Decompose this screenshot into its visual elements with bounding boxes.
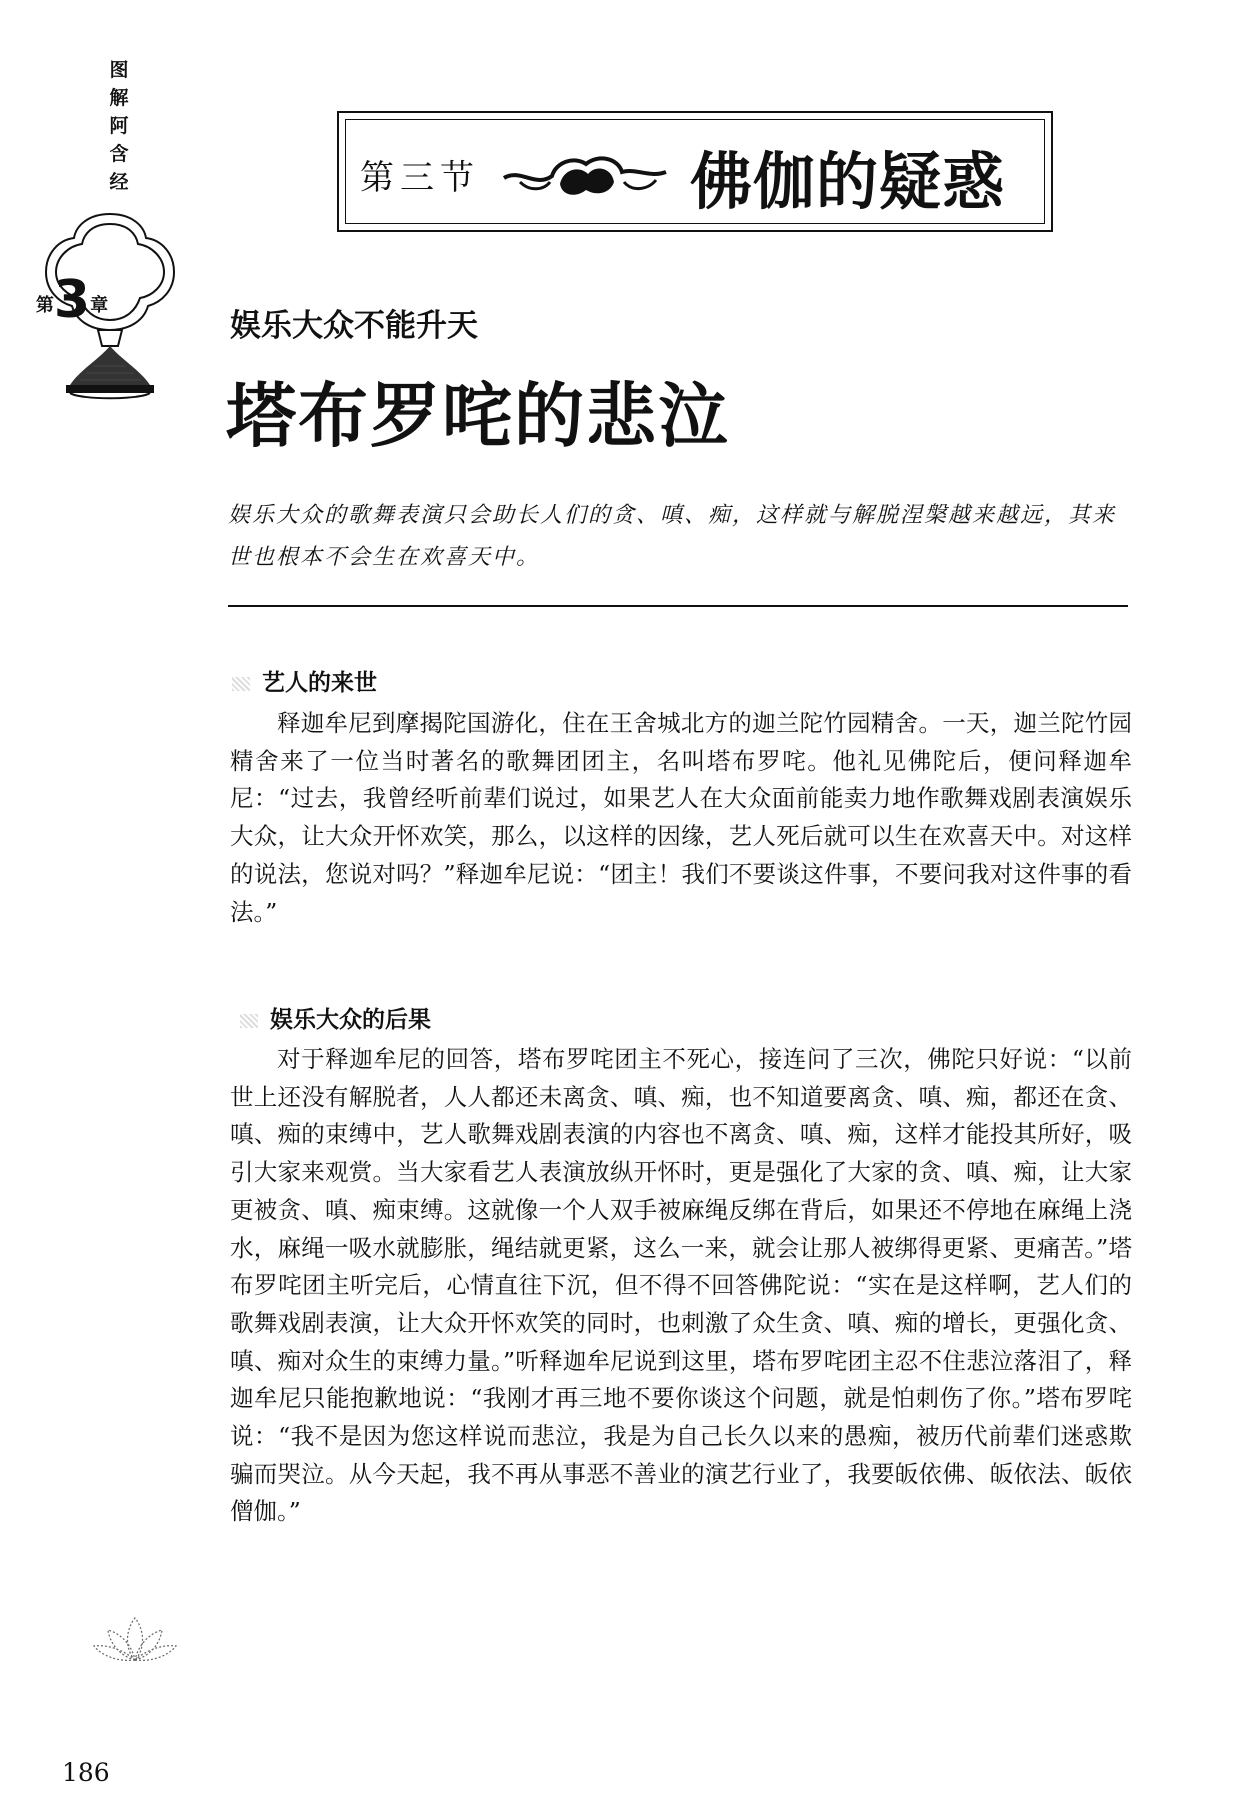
article-subtitle: 娱乐大众不能升天 [230,308,478,344]
cloud-ornament-icon [500,148,670,204]
chapter-number: 3 [53,270,91,330]
running-title-char: 解 [109,87,129,109]
body-paragraph: 释迦牟尼到摩揭陀国游化，住在王舍城北方的迦兰陀竹园精舍。一天，迦兰陀竹园精舍来了一位当时著名的歌舞团团主，名叫塔布罗咤。他礼见佛陀后，便问释迦牟尼：“过去，我曾经听前辈们说过，如果艺人在大众面前能卖力地作歌舞戏剧表演娱乐大众，让大众开怀欢笑，那么，以这样的因缘，艺人死后就可以生在欢喜天中。对这样的说法，您说对吗？”释迦牟尼说：“团主！我们不要谈这件事，不要问我对这件事的看法。” [230,709,1132,926]
section-number: 第三节 [360,158,480,198]
lotus-icon [90,1610,180,1670]
page-number: 186 [62,1758,110,1787]
running-title-char: 图 [109,59,129,81]
running-title-char: 经 [109,171,129,193]
running-title [104,56,134,196]
chapter-label [22,270,122,330]
section-title: 佛伽的疑惑 [690,145,1006,218]
article-title: 塔布罗咤的悲泣 [226,374,730,457]
section-heading [240,1001,431,1034]
chapter-suffix: 章 [90,295,109,316]
heading-bullet-icon [240,1014,258,1028]
running-title-char: 阿 [109,115,129,137]
running-title-char: 含 [109,143,129,165]
divider [228,605,1128,607]
chapter-prefix: 第 [35,295,54,316]
body-paragraph: 对于释迦牟尼的回答，塔布罗咤团主不死心，接连问了三次，佛陀只好说：“以前世上还没有解脱者，人人都还未离贪、嗔、痴，也不知道要离贪、嗔、痴，都还在贪、嗔、痴的束缚中，艺人歌舞戏剧表演的内容也不离贪、嗔、痴，这样才能投其所好，吸引大家来观赏。当大家看艺人表演放纵开怀时，更是强化了大家的贪、嗔、痴，让大家更被贪、嗔、痴束缚。这就像一个人双手被麻绳反绑在背后，如果还不停地在麻绳上浇水，麻绳一吸水就膨胀，绳结就更紧，这么一来，就会让那人被绑得更紧、更痛苦。”塔布罗咤团主听完后，心情直往下沉，但不得不回答佛陀说：“实在是这样啊，艺人们的歌舞戏剧表演，让大众开怀欢笑的同时，也刺激了众生贪、嗔、痴的增长，更强化贪、嗔、痴对众生的束缚力量。”听释迦牟尼说到这里，塔布罗咤团主忍不住悲泣落泪了，释迦牟尼只能抱歉地说：“我刚才再三地不要你谈这个问题，就是怕刺伤了你。”塔布罗咤说：“我不是因为您这样说而悲泣，我是为自己长久以来的愚痴，被历代前辈们迷惑欺骗而哭泣。从今天起，我不再从事恶不善业的演艺行业了，我要皈依佛、皈依法、皈依僧伽。” [230,1045,1132,1526]
heading-bullet-icon [232,677,250,691]
section-heading [232,664,377,697]
heading-text: 娱乐大众的后果 [270,1007,431,1033]
heading-text: 艺人的来世 [262,670,377,696]
article-intro: 娱乐大众的歌舞表演只会助长人们的贪、嗔、痴，这样就与解脱涅槃越来越远，其来世也根本不会生在欢喜天中。 [228,503,1117,570]
